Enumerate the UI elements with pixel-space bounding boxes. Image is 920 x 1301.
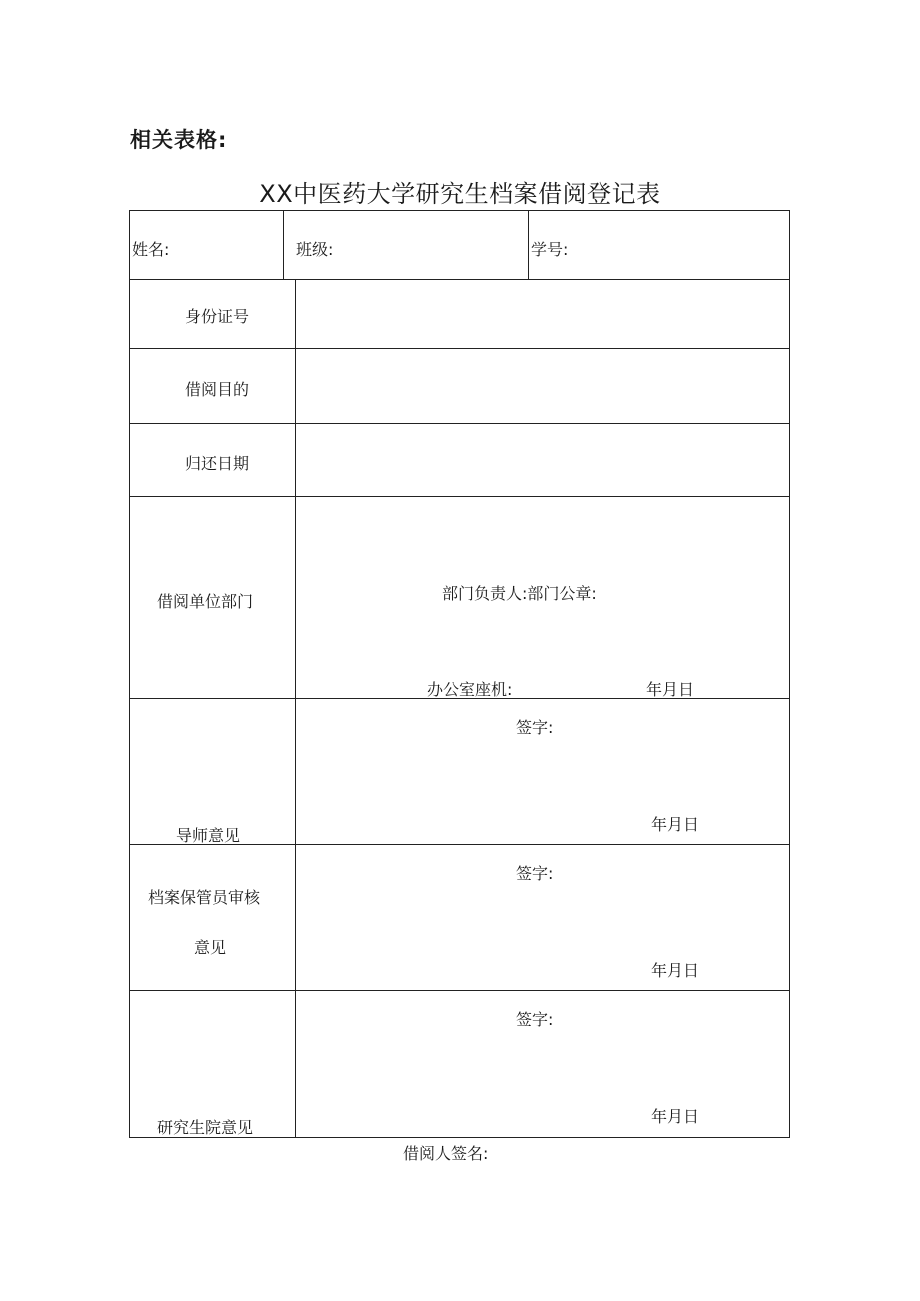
name-cell[interactable] <box>130 211 283 279</box>
graduate-school-date-label: 年月日 <box>651 1107 700 1126</box>
return-date-label: 归还日期 <box>185 454 250 473</box>
class-cell[interactable] <box>283 211 528 279</box>
archivist-label-line1: 档案保管员审核 <box>148 888 261 907</box>
return-date-field[interactable] <box>295 424 791 496</box>
advisor-label-cell <box>130 699 295 844</box>
purpose-label-cell <box>130 349 295 423</box>
department-date-label: 年月日 <box>646 680 695 699</box>
advisor-signature-label: 签字: <box>516 718 554 737</box>
advisor-row <box>130 699 789 845</box>
archivist-row <box>130 845 789 991</box>
id-number-row <box>130 280 789 349</box>
section-label: 相关表格: <box>130 128 228 152</box>
purpose-row <box>130 349 789 424</box>
borrowing-registration-table <box>129 210 790 1138</box>
student-id-cell[interactable] <box>528 211 791 279</box>
archivist-field[interactable] <box>295 845 791 990</box>
graduate-school-signature-label: 签字: <box>516 1010 554 1029</box>
archivist-signature-label: 签字: <box>516 864 554 883</box>
department-field[interactable] <box>295 497 791 698</box>
return-date-row <box>130 424 789 497</box>
form-title: XX中医药大学研究生档案借阅登记表 <box>259 180 661 208</box>
class-label: 班级: <box>296 240 334 259</box>
graduate-school-label: 研究生院意见 <box>157 1118 254 1137</box>
id-number-label-cell <box>130 280 295 348</box>
archivist-label-cell <box>130 845 295 990</box>
graduate-school-field[interactable] <box>295 991 791 1137</box>
id-number-field[interactable] <box>295 280 791 348</box>
header-row <box>130 211 789 280</box>
student-id-label: 学号: <box>531 240 569 259</box>
name-label: 姓名: <box>132 240 170 259</box>
department-label: 借阅单位部门 <box>157 592 254 611</box>
archivist-label-line2: 意见 <box>194 938 227 957</box>
archivist-date-label: 年月日 <box>651 961 700 980</box>
purpose-field[interactable] <box>295 349 791 423</box>
advisor-label: 导师意见 <box>176 826 241 845</box>
graduate-school-row <box>130 991 789 1137</box>
id-number-label: 身份证号 <box>185 307 250 326</box>
advisor-date-label: 年月日 <box>651 815 700 834</box>
graduate-school-label-cell <box>130 991 295 1137</box>
department-label-cell <box>130 497 295 698</box>
borrower-signature-label: 借阅人签名: <box>403 1144 489 1163</box>
return-date-label-cell <box>130 424 295 496</box>
purpose-label: 借阅目的 <box>185 380 250 399</box>
advisor-field[interactable] <box>295 699 791 844</box>
department-row <box>130 497 789 699</box>
office-phone-label: 办公室座机: <box>427 680 513 699</box>
responsible-and-seal-label: 部门负责人:部门公章: <box>442 584 597 603</box>
